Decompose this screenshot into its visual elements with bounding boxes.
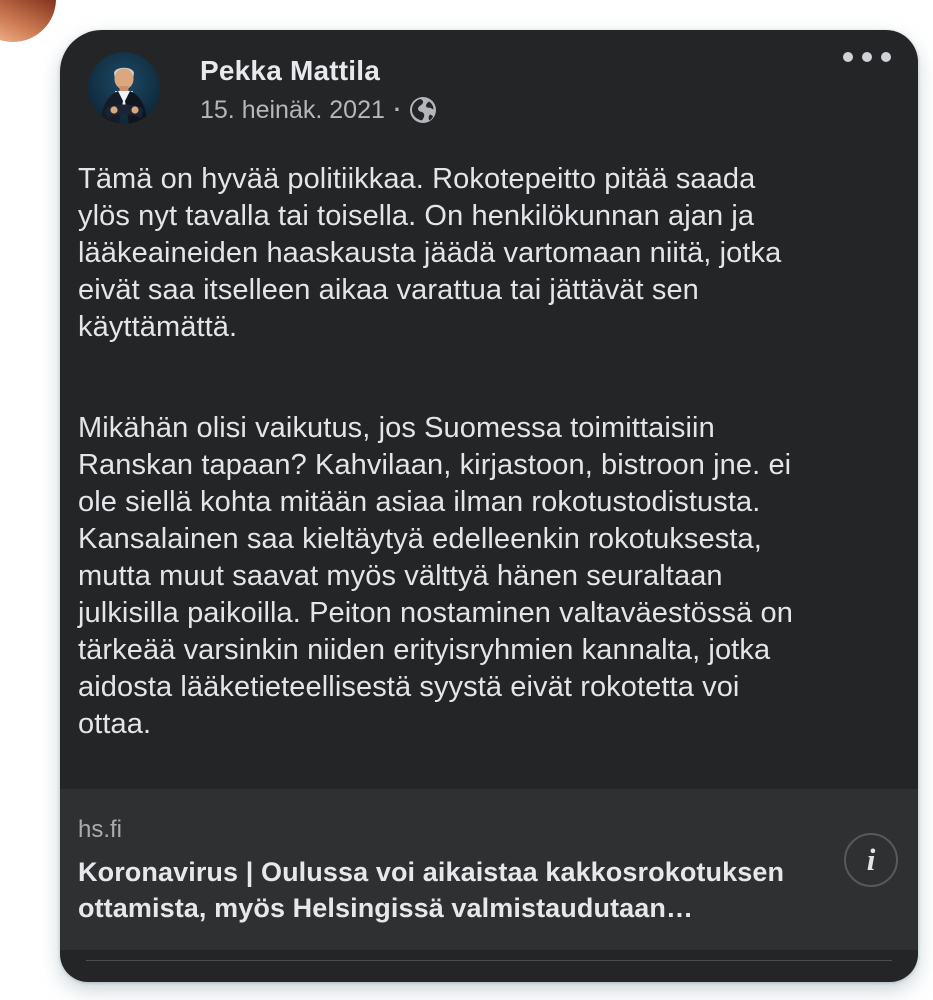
info-icon: i bbox=[866, 841, 876, 877]
info-button[interactable] bbox=[844, 833, 898, 887]
post-body bbox=[60, 161, 918, 743]
link-title bbox=[78, 854, 822, 926]
meta-separator: · bbox=[393, 97, 402, 122]
text-line: mutta muut saavat myös välttyä hänen seuraltaan bbox=[78, 560, 723, 592]
text-line: Tämä on hyvää politiikkaa. Rokotepeitto pitää saada bbox=[78, 163, 756, 195]
text-line: Ranskan tapaan? Kahvilaan, kirjastoon, bistroon jne. ei bbox=[78, 449, 792, 481]
avatar[interactable] bbox=[88, 52, 160, 124]
post-header bbox=[60, 30, 918, 125]
post-meta bbox=[200, 95, 436, 125]
timestamp[interactable]: 15. heinäk. 2021 bbox=[200, 96, 385, 124]
link-title-line: ottamista, myös Helsingissä valmistaudutaan… bbox=[78, 893, 694, 923]
facebook-post-card bbox=[60, 30, 918, 982]
dot-icon bbox=[881, 52, 891, 62]
footer-divider bbox=[86, 960, 892, 961]
text-line: Mikähän olisi vaikutus, jos Suomessa toimittaisiin bbox=[78, 412, 715, 444]
text-line: lääkeaineiden haaskausta jäädä vartomaan niitä, jotka bbox=[78, 237, 782, 269]
more-options-button[interactable] bbox=[837, 46, 897, 68]
globe-icon bbox=[410, 97, 436, 123]
text-line: ole siellä kohta mitään asiaa ilman rokotustodistusta. bbox=[78, 486, 761, 518]
author-name[interactable]: Pekka Mattila bbox=[200, 55, 381, 86]
header-text bbox=[200, 52, 436, 125]
dot-icon bbox=[862, 52, 872, 62]
link-preview[interactable] bbox=[60, 789, 918, 950]
avatar-portrait bbox=[88, 52, 160, 124]
text-line: ylös nyt tavalla tai toisella. On henkilökunnan ajan ja bbox=[78, 200, 755, 232]
text-line: julkisilla paikoilla. Peiton nostaminen valtaväestössä on bbox=[78, 597, 793, 629]
link-domain: hs.fi bbox=[78, 816, 123, 843]
text-line: eivät saa itselleen aikaa varattua tai jättävät sen bbox=[78, 274, 699, 306]
text-line: käyttämättä. bbox=[78, 311, 238, 343]
text-line: Kansalainen saa kieltäytyä edelleenkin rokotuksesta, bbox=[78, 523, 762, 555]
link-title-line: Koronavirus | Oulussa voi aikaistaa kakkosrokotuksen bbox=[78, 857, 785, 887]
paragraph bbox=[78, 410, 900, 743]
dot-icon bbox=[843, 52, 853, 62]
paragraph bbox=[78, 161, 900, 346]
background-photo-fragment bbox=[0, 0, 56, 42]
text-line: ottaa. bbox=[78, 708, 152, 740]
text-line: tärkeää varsinkin niiden erityisryhmien kannalta, jotka bbox=[78, 634, 771, 666]
text-line: aidosta lääketieteellisestä syystä eivät rokotetta voi bbox=[78, 671, 740, 703]
